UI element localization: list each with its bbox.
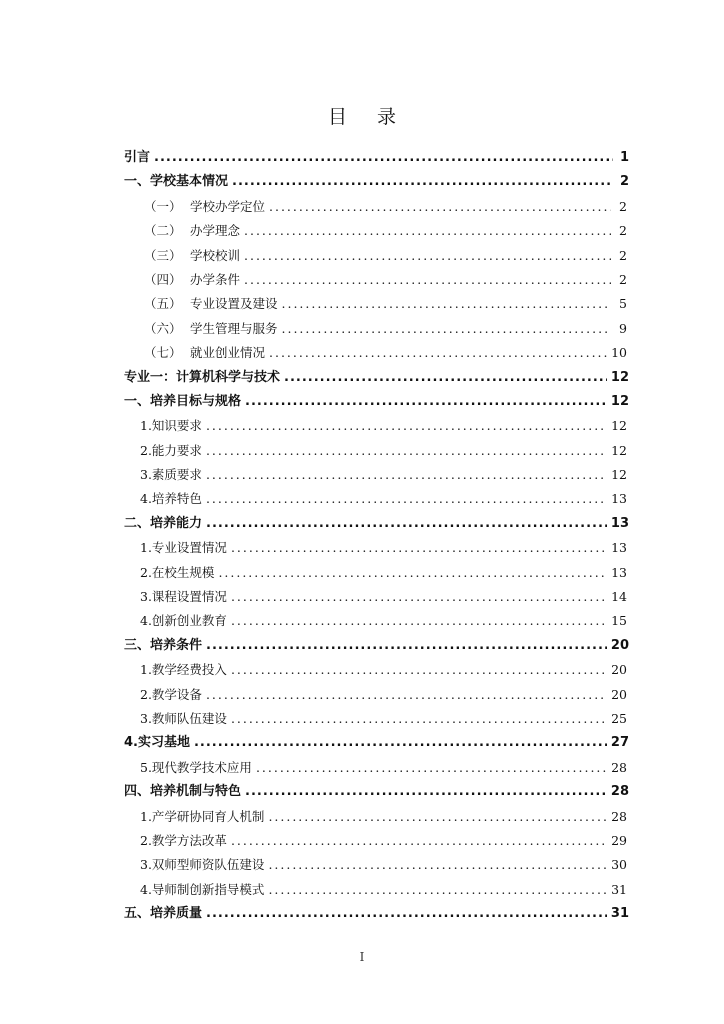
toc-entry[interactable] [124, 146, 629, 170]
toc-entry-page: 15 [611, 613, 627, 629]
toc-entry-page: 20 [611, 662, 627, 678]
toc-dot-leader [232, 170, 613, 194]
toc-entry-label: 1.教学经费投入 [140, 662, 227, 678]
toc-entry-label: 办学条件 [190, 271, 241, 287]
toc-entry[interactable] [124, 439, 629, 463]
toc-dot-leader [245, 390, 607, 414]
toc-entry-label: 引言 [124, 150, 151, 165]
toc-dot-leader [244, 268, 611, 292]
toc-entry-page: 20 [611, 686, 627, 702]
toc-entry-label: 1.知识要求 [140, 418, 202, 434]
toc-dot-leader [231, 829, 607, 853]
toc-entry[interactable] [124, 585, 629, 609]
toc-entry-label: 2.教学方法改革 [140, 832, 227, 848]
toc-entry-page: 1 [619, 150, 629, 165]
page-title: 目 录 [327, 106, 409, 128]
toc-entry-page: 29 [611, 832, 627, 848]
toc-entry-page: 12 [610, 393, 629, 409]
toc-entry-number: （六） [144, 320, 182, 336]
toc-dot-leader [206, 487, 607, 511]
toc-dot-leader [256, 756, 607, 780]
toc-entry-page: 14 [611, 589, 627, 605]
toc-entry-number: （五） [144, 296, 182, 312]
toc-dot-leader [206, 634, 607, 658]
toc-entry-page: 25 [611, 710, 627, 726]
toc-entry-page: 12 [611, 418, 627, 434]
toc-entry-label: 4.导师制创新指导模式 [140, 881, 265, 897]
toc-entry-label: 学校校训 [190, 247, 241, 263]
toc-entry-label: 办学理念 [190, 223, 241, 239]
toc-entry-page: 28 [610, 784, 629, 800]
toc-entry-page: 28 [611, 808, 627, 824]
toc-entry-page: 12 [611, 467, 627, 483]
toc-entry-page: 2 [619, 247, 627, 263]
toc-entry-number: （一） [144, 198, 182, 214]
toc-entry-label: 三、培养条件 [124, 637, 203, 653]
toc-entry-label: 一、学校基本情况 [124, 174, 229, 190]
toc-entry-page: 13 [611, 491, 627, 507]
toc-entry-label: 4.创新创业教育 [140, 613, 227, 629]
toc-entry[interactable] [124, 609, 629, 633]
toc-entry-label: 3.素质要求 [140, 467, 202, 483]
toc-entry[interactable] [124, 292, 629, 316]
toc-entry-label: 3.课程设置情况 [140, 589, 227, 605]
toc-dot-leader [282, 292, 611, 316]
toc-entry-page: 20 [610, 637, 629, 653]
toc-entry[interactable] [124, 683, 629, 707]
toc-dot-leader [218, 561, 607, 585]
toc-dot-leader [245, 780, 607, 804]
toc-dot-leader [154, 146, 613, 170]
toc-entry[interactable] [124, 487, 629, 511]
toc-entry-page: 2 [619, 198, 627, 214]
table-of-contents [124, 146, 629, 927]
toc-entry[interactable] [124, 317, 629, 341]
toc-entry[interactable] [124, 780, 629, 804]
toc-entry-page: 10 [611, 345, 627, 361]
toc-entry-label: 学校办学定位 [190, 198, 266, 214]
toc-entry[interactable] [124, 219, 629, 243]
toc-entry[interactable] [124, 341, 629, 365]
toc-dot-leader [268, 805, 607, 829]
toc-entry[interactable] [124, 268, 629, 292]
toc-entry-label: 2.能力要求 [140, 442, 202, 458]
toc-dot-leader [231, 536, 607, 560]
toc-entry[interactable] [124, 561, 629, 585]
toc-dot-leader [244, 219, 611, 243]
toc-entry[interactable] [124, 731, 629, 755]
toc-entry[interactable] [124, 414, 629, 438]
toc-entry-page: 9 [619, 320, 627, 336]
toc-entry-label: 2.教学设备 [140, 686, 202, 702]
toc-entry-label: 3.双师型师资队伍建设 [140, 857, 265, 873]
toc-dot-leader [268, 853, 607, 877]
toc-dot-leader [231, 658, 607, 682]
toc-entry[interactable] [124, 878, 629, 902]
toc-entry[interactable] [124, 536, 629, 560]
toc-entry-page: 28 [611, 759, 627, 775]
toc-entry-number: （二） [144, 223, 182, 239]
toc-entry[interactable] [124, 658, 629, 682]
toc-entry-label: 4.实习基地 [124, 735, 190, 751]
toc-entry[interactable] [124, 390, 629, 414]
toc-entry-page: 2 [619, 271, 627, 287]
toc-entry-page: 2 [619, 223, 627, 239]
toc-dot-leader [269, 341, 607, 365]
toc-entry-page: 5 [619, 296, 627, 312]
toc-entry-label: 专业一：计算机科学与技术 [124, 369, 281, 385]
toc-entry[interactable] [124, 244, 629, 268]
toc-entry-label: 1.专业设置情况 [140, 540, 227, 556]
toc-entry-page: 12 [610, 369, 629, 385]
toc-entry[interactable] [124, 195, 629, 219]
toc-entry-label: 5.现代教学技术应用 [140, 759, 252, 775]
toc-dot-leader [231, 609, 607, 633]
toc-entry-page: 12 [611, 442, 627, 458]
toc-dot-leader [269, 195, 611, 219]
toc-entry-page: 13 [611, 540, 627, 556]
toc-entry[interactable] [124, 902, 629, 926]
toc-dot-leader [244, 244, 611, 268]
toc-entry-label: 2.在校生规模 [140, 564, 215, 580]
toc-entry[interactable] [124, 829, 629, 853]
toc-dot-leader [206, 414, 607, 438]
toc-dot-leader [231, 585, 607, 609]
toc-dot-leader [206, 463, 607, 487]
toc-entry[interactable] [124, 756, 629, 780]
toc-entry-page: 30 [611, 857, 627, 873]
toc-entry-label: 四、培养机制与特色 [124, 784, 242, 800]
toc-entry-label: 就业创业情况 [190, 345, 266, 361]
toc-entry[interactable] [124, 170, 629, 194]
toc-entry-number: （七） [144, 345, 182, 361]
page-number: I [359, 950, 365, 964]
toc-dot-leader [268, 878, 607, 902]
toc-entry-label: 二、培养能力 [124, 515, 203, 531]
toc-dot-leader [284, 366, 607, 390]
toc-entry-page: 27 [610, 735, 629, 751]
toc-entry[interactable] [124, 512, 629, 536]
toc-entry[interactable] [124, 707, 629, 731]
toc-entry[interactable] [124, 805, 629, 829]
toc-entry[interactable] [124, 463, 629, 487]
toc-dot-leader [194, 731, 607, 755]
toc-entry-page: 2 [619, 174, 629, 190]
toc-entry-label: 学生管理与服务 [190, 320, 278, 336]
toc-entry-number: （四） [144, 271, 182, 287]
toc-dot-leader [206, 902, 607, 926]
toc-entry-label: 专业设置及建设 [190, 296, 278, 312]
toc-entry[interactable] [124, 853, 629, 877]
toc-entry-label: 4.培养特色 [140, 491, 202, 507]
toc-entry-page: 13 [610, 515, 629, 531]
toc-entry-page: 31 [611, 881, 627, 897]
toc-dot-leader [206, 683, 607, 707]
toc-entry-page: 31 [610, 906, 629, 922]
toc-entry-label: 五、培养质量 [124, 906, 203, 922]
toc-entry-page: 13 [611, 564, 627, 580]
toc-entry-label: 一、培养目标与规格 [124, 393, 242, 409]
toc-entry[interactable] [124, 366, 629, 390]
toc-entry[interactable] [124, 634, 629, 658]
toc-dot-leader [282, 317, 611, 341]
toc-dot-leader [206, 512, 607, 536]
toc-entry-label: 3.教师队伍建设 [140, 710, 227, 726]
toc-dot-leader [206, 439, 607, 463]
toc-entry-number: （三） [144, 247, 182, 263]
toc-dot-leader [231, 707, 607, 731]
toc-entry-label: 1.产学研协同育人机制 [140, 808, 265, 824]
